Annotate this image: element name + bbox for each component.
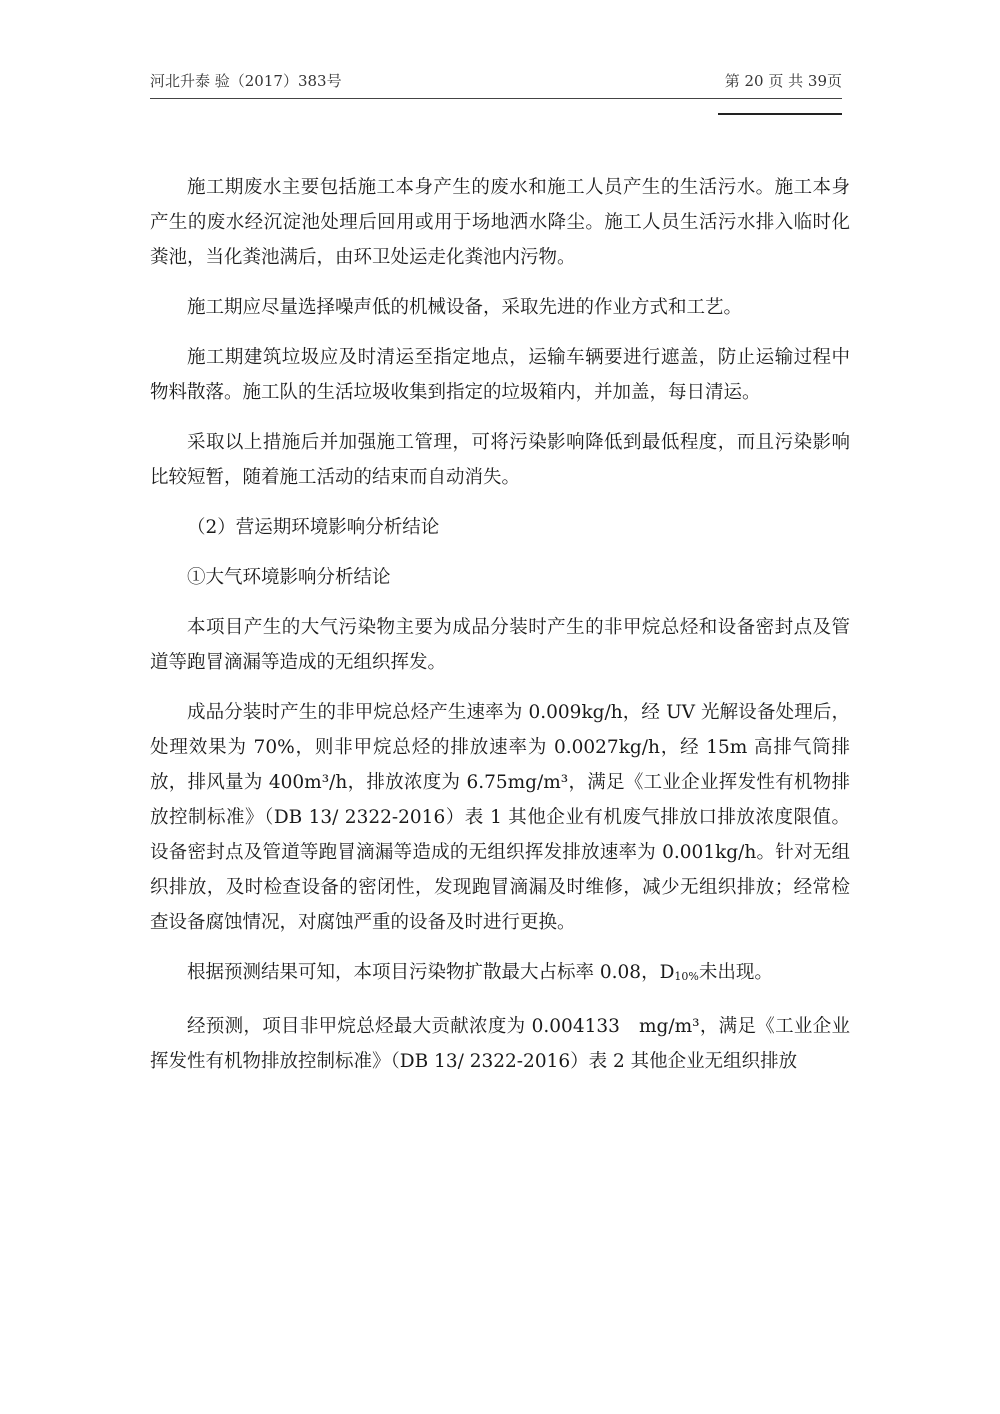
- paragraph-prediction-result: [150, 955, 850, 994]
- page-number: 第 20 页 共 39页: [724, 72, 842, 90]
- paragraph-construction-waste: 施工期建筑垃圾应及时清运至指定地点，运输车辆要进行遮盖，防止运输过程中物料散落。施工队的生活垃圾收集到指定的垃圾箱内，并加盖，每日清运。: [150, 347, 850, 403]
- paragraph-emission-details: 成品分装时产生的非甲烷总烃产生速率为 0.009kg/h，经 UV 光解设备处理后，处理效果为 70%，则非甲烷总烃的排放速率为 0.0027kg/h，经 15m 高排气筒排放，排风量为 400m³/h，排放浓度为 6.75mg/m³，满足《工业企业挥发性有机物排放控制标准》（DB 13/ 2322-2016）表 1 其他企业有机废气排放口排放浓度限值。设备密封点及管道等跑冒滴漏等造成的无组织挥发排放速率为 0.001kg/h。针对无组织排放，及时检查设备的密闭性，发现跑冒滴漏及时维修，减少无组织排放；经常检查设备腐蚀情况，对腐蚀严重的设备及时进行更换。: [150, 702, 850, 933]
- page-header: [150, 70, 842, 98]
- section-heading-operation: （2）营运期环境影响分析结论: [187, 517, 440, 538]
- header-underline-mark: [718, 113, 842, 115]
- paragraph-construction-noise: 施工期应尽量选择噪声低的机械设备，采取先进的作业方式和工艺。: [187, 297, 743, 318]
- paragraph-construction-summary: 采取以上措施后并加强施工管理，可将污染影响降低到最低程度，而且污染影响比较短暂，随着施工活动的结束而自动消失。: [150, 432, 850, 488]
- subsection-heading-air: ①大气环境影响分析结论: [187, 567, 391, 588]
- header-divider: [150, 98, 842, 99]
- prediction-text-a: 根据预测结果可知，本项目污染物扩散最大占标率 0.08，D: [187, 962, 675, 983]
- paragraph-construction-wastewater: 施工期废水主要包括施工本身产生的废水和施工人员产生的生活污水。施工本身产生的废水经沉淀池处理后回用或用于场地洒水降尘。施工人员生活污水排入临时化粪池，当化粪池满后，由环卫处运走化粪池内污物。: [150, 177, 850, 268]
- page-body: [150, 170, 850, 1094]
- document-reference: 河北升泰 验（2017）383号: [150, 72, 342, 90]
- prediction-text-b: 未出现。: [698, 962, 773, 983]
- paragraph-max-concentration: 经预测，项目非甲烷总烃最大贡献浓度为 0.004133 mg/m³，满足《工业企业挥发性有机物排放控制标准》（DB 13/ 2322-2016）表 2 其他企业无组织排放: [150, 1016, 850, 1072]
- paragraph-air-pollutants: 本项目产生的大气污染物主要为成品分装时产生的非甲烷总烃和设备密封点及管道等跑冒滴漏等造成的无组织挥发。: [150, 617, 850, 673]
- prediction-subscript: 10%: [674, 970, 699, 983]
